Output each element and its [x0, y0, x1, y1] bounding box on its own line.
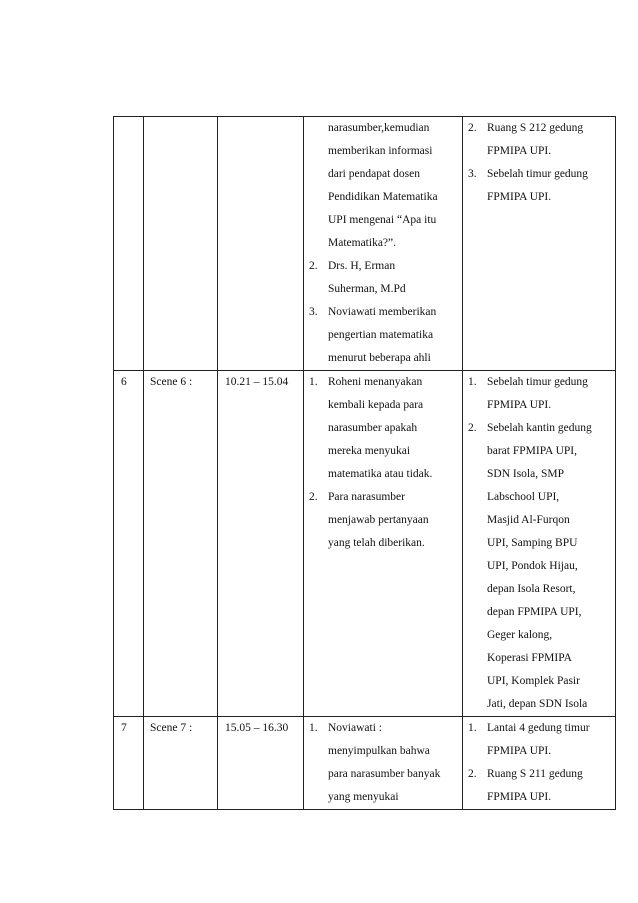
activity-list	[304, 371, 462, 555]
item-line: Para narasumber	[328, 491, 405, 503]
item-line: kembali kepada para	[328, 399, 424, 411]
item-line: pengertian matematika	[328, 329, 434, 341]
item-line: Noviawati :	[328, 722, 382, 734]
item-line: UPI, Pondok Hijau,	[487, 560, 578, 572]
item-number: 3.	[309, 306, 318, 318]
item-line: Sebelah kantin gedung	[487, 422, 592, 434]
table-row	[114, 117, 616, 371]
item-line: yang menyukai	[328, 791, 399, 803]
item-line: Matematika?”.	[328, 237, 397, 249]
list-item	[304, 255, 462, 301]
item-line: Jati, depan SDN Isola	[487, 698, 588, 710]
location-list	[463, 717, 615, 809]
cell-time	[218, 117, 304, 371]
scene-table-body	[114, 117, 616, 810]
item-text	[487, 117, 611, 163]
item-number: 1.	[309, 722, 318, 734]
item-text	[487, 371, 611, 417]
item-number: 2.	[309, 491, 318, 503]
item-line: Pendidikan Matematika	[328, 191, 438, 203]
item-line: Roheni menanyakan	[328, 376, 423, 388]
item-line: mereka menyukai	[328, 445, 411, 457]
item-line: Suherman, M.Pd	[328, 283, 406, 295]
cell-scene: Scene 7 :	[144, 717, 218, 810]
item-line: FPMIPA UPI.	[487, 791, 552, 803]
item-number: 3.	[468, 168, 477, 180]
cell-locations	[463, 371, 616, 717]
cell-locations	[463, 717, 616, 810]
cell-number: 6	[114, 371, 144, 717]
list-item	[463, 763, 615, 809]
list-item	[463, 417, 615, 716]
item-number: 2.	[468, 422, 477, 434]
item-line: Drs. H, Erman	[328, 260, 396, 272]
item-line: FPMIPA UPI.	[487, 399, 552, 411]
table-row	[114, 371, 616, 717]
item-line: narasumber,kemudian	[328, 122, 430, 134]
item-text	[328, 301, 458, 370]
cell-time: 10.21 – 15.04	[218, 371, 304, 717]
item-text	[328, 255, 458, 301]
item-text	[487, 763, 611, 809]
item-line: UPI, Komplek Pasir	[487, 675, 580, 687]
item-line: Noviawati memberikan	[328, 306, 437, 318]
list-item	[463, 117, 615, 163]
activity-list	[304, 717, 462, 809]
item-line: menjawab pertanyaan	[328, 514, 429, 526]
location-list	[463, 371, 615, 716]
item-line: Ruang S 212 gedung	[487, 122, 584, 134]
item-line: Sebelah timur gedung	[487, 168, 588, 180]
item-line: Labschool UPI,	[487, 491, 560, 503]
cell-number	[114, 117, 144, 371]
cell-locations	[463, 117, 616, 371]
item-line: FPMIPA UPI.	[487, 191, 552, 203]
item-line: menyimpulkan bahwa	[328, 745, 430, 757]
item-line: yang telah diberikan.	[328, 537, 425, 549]
item-line: barat FPMIPA UPI,	[487, 445, 577, 457]
scene-table	[113, 116, 616, 810]
cell-scene	[144, 117, 218, 371]
item-line: UPI mengenai “Apa itu	[328, 214, 437, 226]
item-number: 2.	[468, 768, 477, 780]
item-text	[328, 717, 458, 809]
item-number: 2.	[468, 122, 477, 134]
item-line: dari pendapat dosen	[328, 168, 420, 180]
list-item	[304, 717, 462, 809]
item-number: 1.	[468, 376, 477, 388]
cell-time: 15.05 – 16.30	[218, 717, 304, 810]
list-item	[304, 486, 462, 555]
item-line: Ruang S 211 gedung	[487, 768, 583, 780]
list-item	[463, 371, 615, 417]
item-line: depan Isola Resort,	[487, 583, 576, 595]
cell-scene: Scene 6 :	[144, 371, 218, 717]
item-line: Masjid Al-Furqon	[487, 514, 570, 526]
item-line: menurut beberapa ahli	[328, 352, 431, 364]
item-text	[487, 717, 611, 763]
item-line: FPMIPA UPI.	[487, 745, 552, 757]
item-line: SDN Isola, SMP	[487, 468, 565, 480]
list-item	[463, 163, 615, 209]
item-line: Lantai 4 gedung timur	[487, 722, 590, 734]
item-line: Geger kalong,	[487, 629, 553, 641]
item-line: Sebelah timur gedung	[487, 376, 588, 388]
list-item	[463, 717, 615, 763]
cell-number: 7	[114, 717, 144, 810]
item-line: matematika atau tidak.	[328, 468, 433, 480]
item-text	[328, 486, 458, 555]
item-line: UPI, Samping BPU	[487, 537, 578, 549]
item-number: 1.	[468, 722, 477, 734]
list-item	[304, 371, 462, 486]
activity-list	[304, 117, 462, 370]
item-line: memberikan informasi	[328, 145, 433, 157]
item-text	[328, 117, 458, 255]
cell-activities	[304, 717, 463, 810]
item-text	[487, 163, 611, 209]
item-line: Koperasi FPMIPA	[487, 652, 572, 664]
item-number: 1.	[309, 376, 318, 388]
item-text	[328, 371, 458, 486]
cell-activities	[304, 117, 463, 371]
item-line: para narasumber banyak	[328, 768, 441, 780]
cell-activities	[304, 371, 463, 717]
list-item	[304, 117, 462, 255]
item-line: depan FPMIPA UPI,	[487, 606, 582, 618]
location-list	[463, 117, 615, 209]
item-number: 2.	[309, 260, 318, 272]
list-item	[304, 301, 462, 370]
item-line: FPMIPA UPI.	[487, 145, 552, 157]
item-line: narasumber apakah	[328, 422, 418, 434]
item-text	[487, 417, 611, 716]
table-row	[114, 717, 616, 810]
